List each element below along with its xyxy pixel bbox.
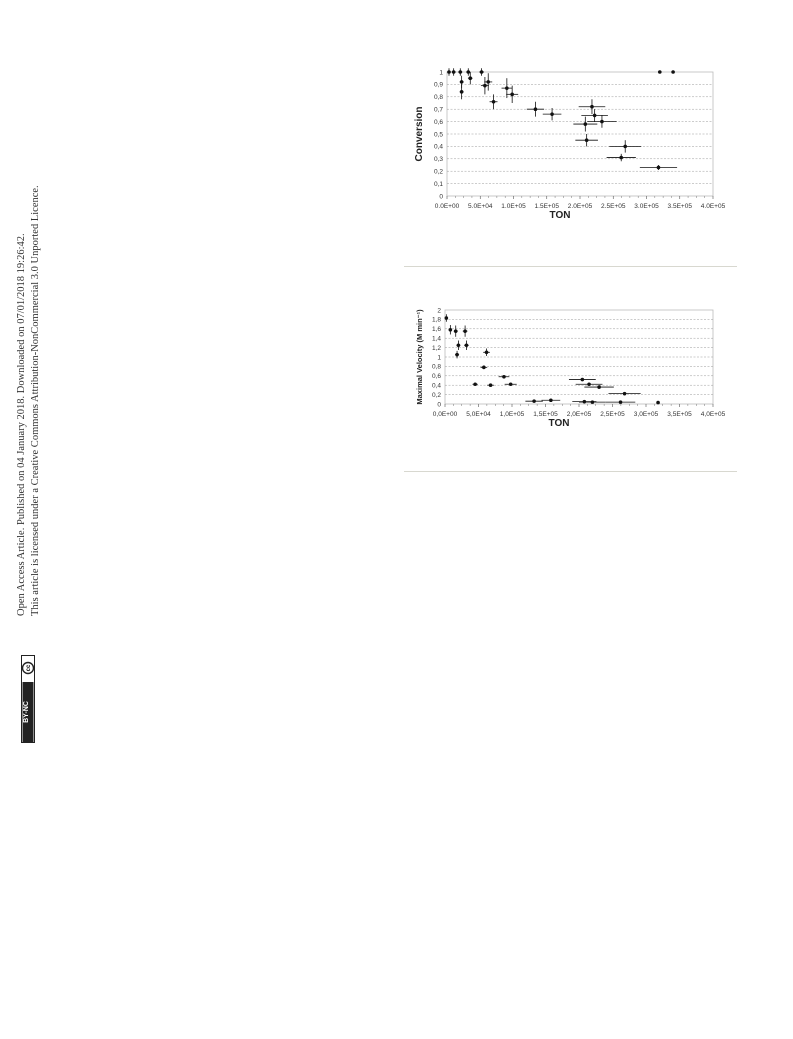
data-marker — [623, 392, 627, 396]
data-marker — [593, 114, 597, 118]
x-tick-label: 0.0E+00 — [434, 203, 460, 210]
publication-notice: Open Access Article. Published on 04 January 2018. Downloaded on 07/01/2018 19:26:42. — [16, 233, 27, 616]
data-marker — [480, 70, 484, 74]
x-tick-label: 4,0E+05 — [700, 411, 726, 418]
data-marker — [505, 86, 509, 90]
x-tick-label: 3,0E+05 — [633, 411, 659, 418]
data-marker — [584, 122, 588, 126]
x-tick-label: 3.5E+05 — [667, 203, 692, 210]
conversion-chart — [400, 60, 740, 230]
x-tick-label: 2.5E+05 — [601, 203, 626, 210]
y-tick-label: 1,2 — [431, 344, 441, 352]
data-marker — [454, 329, 458, 333]
data-marker — [581, 378, 585, 382]
data-marker — [509, 382, 513, 386]
data-marker — [590, 105, 594, 109]
data-marker — [600, 120, 604, 124]
y-tick-label: 0,8 — [433, 94, 443, 102]
data-marker — [485, 351, 489, 355]
data-marker — [459, 70, 463, 74]
data-marker — [583, 400, 587, 404]
x-tick-label: 3.0E+05 — [634, 203, 659, 210]
y-tick-label: 0,4 — [433, 143, 443, 151]
data-marker — [447, 70, 451, 74]
x-tick-label: 0,0E+00 — [432, 411, 458, 418]
x-tick-label: 1.5E+05 — [534, 203, 559, 210]
data-marker — [591, 400, 595, 404]
x-axis-title: TON — [548, 418, 570, 429]
data-marker — [550, 112, 554, 116]
data-point — [671, 70, 675, 74]
x-tick-label: 3,5E+05 — [667, 411, 692, 418]
cc-by-nc-badge[interactable] — [21, 655, 35, 743]
data-marker — [502, 375, 506, 379]
data-marker — [486, 80, 490, 84]
x-tick-label: 1.0E+05 — [501, 203, 526, 210]
x-axis-title: TON — [549, 210, 571, 221]
data-marker — [460, 90, 464, 94]
license-notice[interactable]: This article is licensed under a Creative Commons Attribution-NonCommercial 3.0 Unported Licence. — [30, 185, 41, 616]
y-tick-label: 1,6 — [431, 326, 441, 334]
y-tick-label: 0,4 — [431, 382, 441, 390]
data-marker — [587, 382, 591, 386]
y-tick-label: 0,2 — [431, 391, 441, 399]
data-marker — [455, 353, 459, 357]
y-axis-title: Conversion — [414, 106, 425, 162]
x-tick-label: 1,5E+05 — [533, 411, 558, 418]
data-marker — [656, 401, 660, 405]
data-marker — [510, 93, 514, 97]
license-sidebar — [0, 0, 60, 1039]
data-marker — [534, 107, 538, 111]
x-tick-label: 2,5E+05 — [600, 411, 625, 418]
data-marker — [449, 328, 453, 332]
y-tick-label: 1,8 — [431, 316, 441, 324]
data-marker — [465, 343, 469, 347]
y-tick-label: 0,7 — [433, 106, 443, 114]
data-marker — [445, 316, 449, 320]
y-tick-label: 0,3 — [433, 156, 443, 164]
y-tick-label: 0,9 — [433, 81, 443, 89]
y-tick-label: 1 — [437, 354, 441, 362]
y-tick-label: 0 — [439, 193, 443, 201]
y-axis-title: Maximal Velocity (M min⁻¹) — [415, 309, 424, 405]
data-marker — [463, 329, 467, 333]
x-tick-label: 2,0E+05 — [566, 411, 592, 418]
data-marker — [657, 166, 661, 170]
data-marker — [460, 80, 464, 84]
data-marker — [482, 366, 486, 370]
data-marker — [658, 70, 662, 74]
x-tick-label: 5.0E+04 — [468, 203, 493, 210]
y-tick-label: 0,2 — [433, 168, 443, 176]
data-marker — [468, 76, 472, 80]
data-marker — [532, 399, 536, 403]
data-marker — [466, 70, 470, 74]
data-marker — [473, 382, 477, 386]
velocity-chart — [400, 292, 740, 427]
y-tick-label: 0,5 — [433, 131, 443, 139]
y-tick-label: 0,6 — [433, 118, 443, 126]
data-point — [658, 70, 662, 74]
data-marker — [597, 385, 601, 389]
data-point — [656, 401, 660, 405]
data-marker — [483, 84, 487, 88]
data-marker — [457, 343, 461, 347]
cc-badge-text: cc — [26, 664, 32, 672]
figure-divider-2 — [404, 471, 737, 472]
data-marker — [549, 398, 553, 402]
y-tick-label: 1,4 — [431, 335, 441, 343]
data-marker — [619, 400, 623, 404]
y-tick-label: 0 — [437, 401, 441, 409]
x-tick-label: 4.0E+05 — [700, 203, 726, 210]
y-tick-label: 0,8 — [431, 363, 441, 371]
y-tick-label: 0,6 — [431, 373, 441, 381]
x-tick-label: 5,0E+04 — [466, 411, 491, 418]
data-marker — [623, 145, 627, 149]
data-marker — [619, 156, 623, 160]
data-marker — [452, 70, 456, 74]
figure-divider-1 — [404, 266, 737, 267]
by-nc-badge-text: BY-NC — [23, 701, 30, 723]
data-marker — [492, 100, 496, 104]
y-tick-label: 2 — [437, 307, 441, 315]
data-marker — [489, 383, 493, 387]
data-marker — [671, 70, 675, 74]
x-tick-label: 1,0E+05 — [499, 411, 525, 418]
data-marker — [585, 138, 589, 142]
y-tick-label: 1 — [439, 69, 443, 77]
y-tick-label: 0,1 — [433, 180, 443, 188]
x-tick-label: 2.0E+05 — [567, 203, 593, 210]
